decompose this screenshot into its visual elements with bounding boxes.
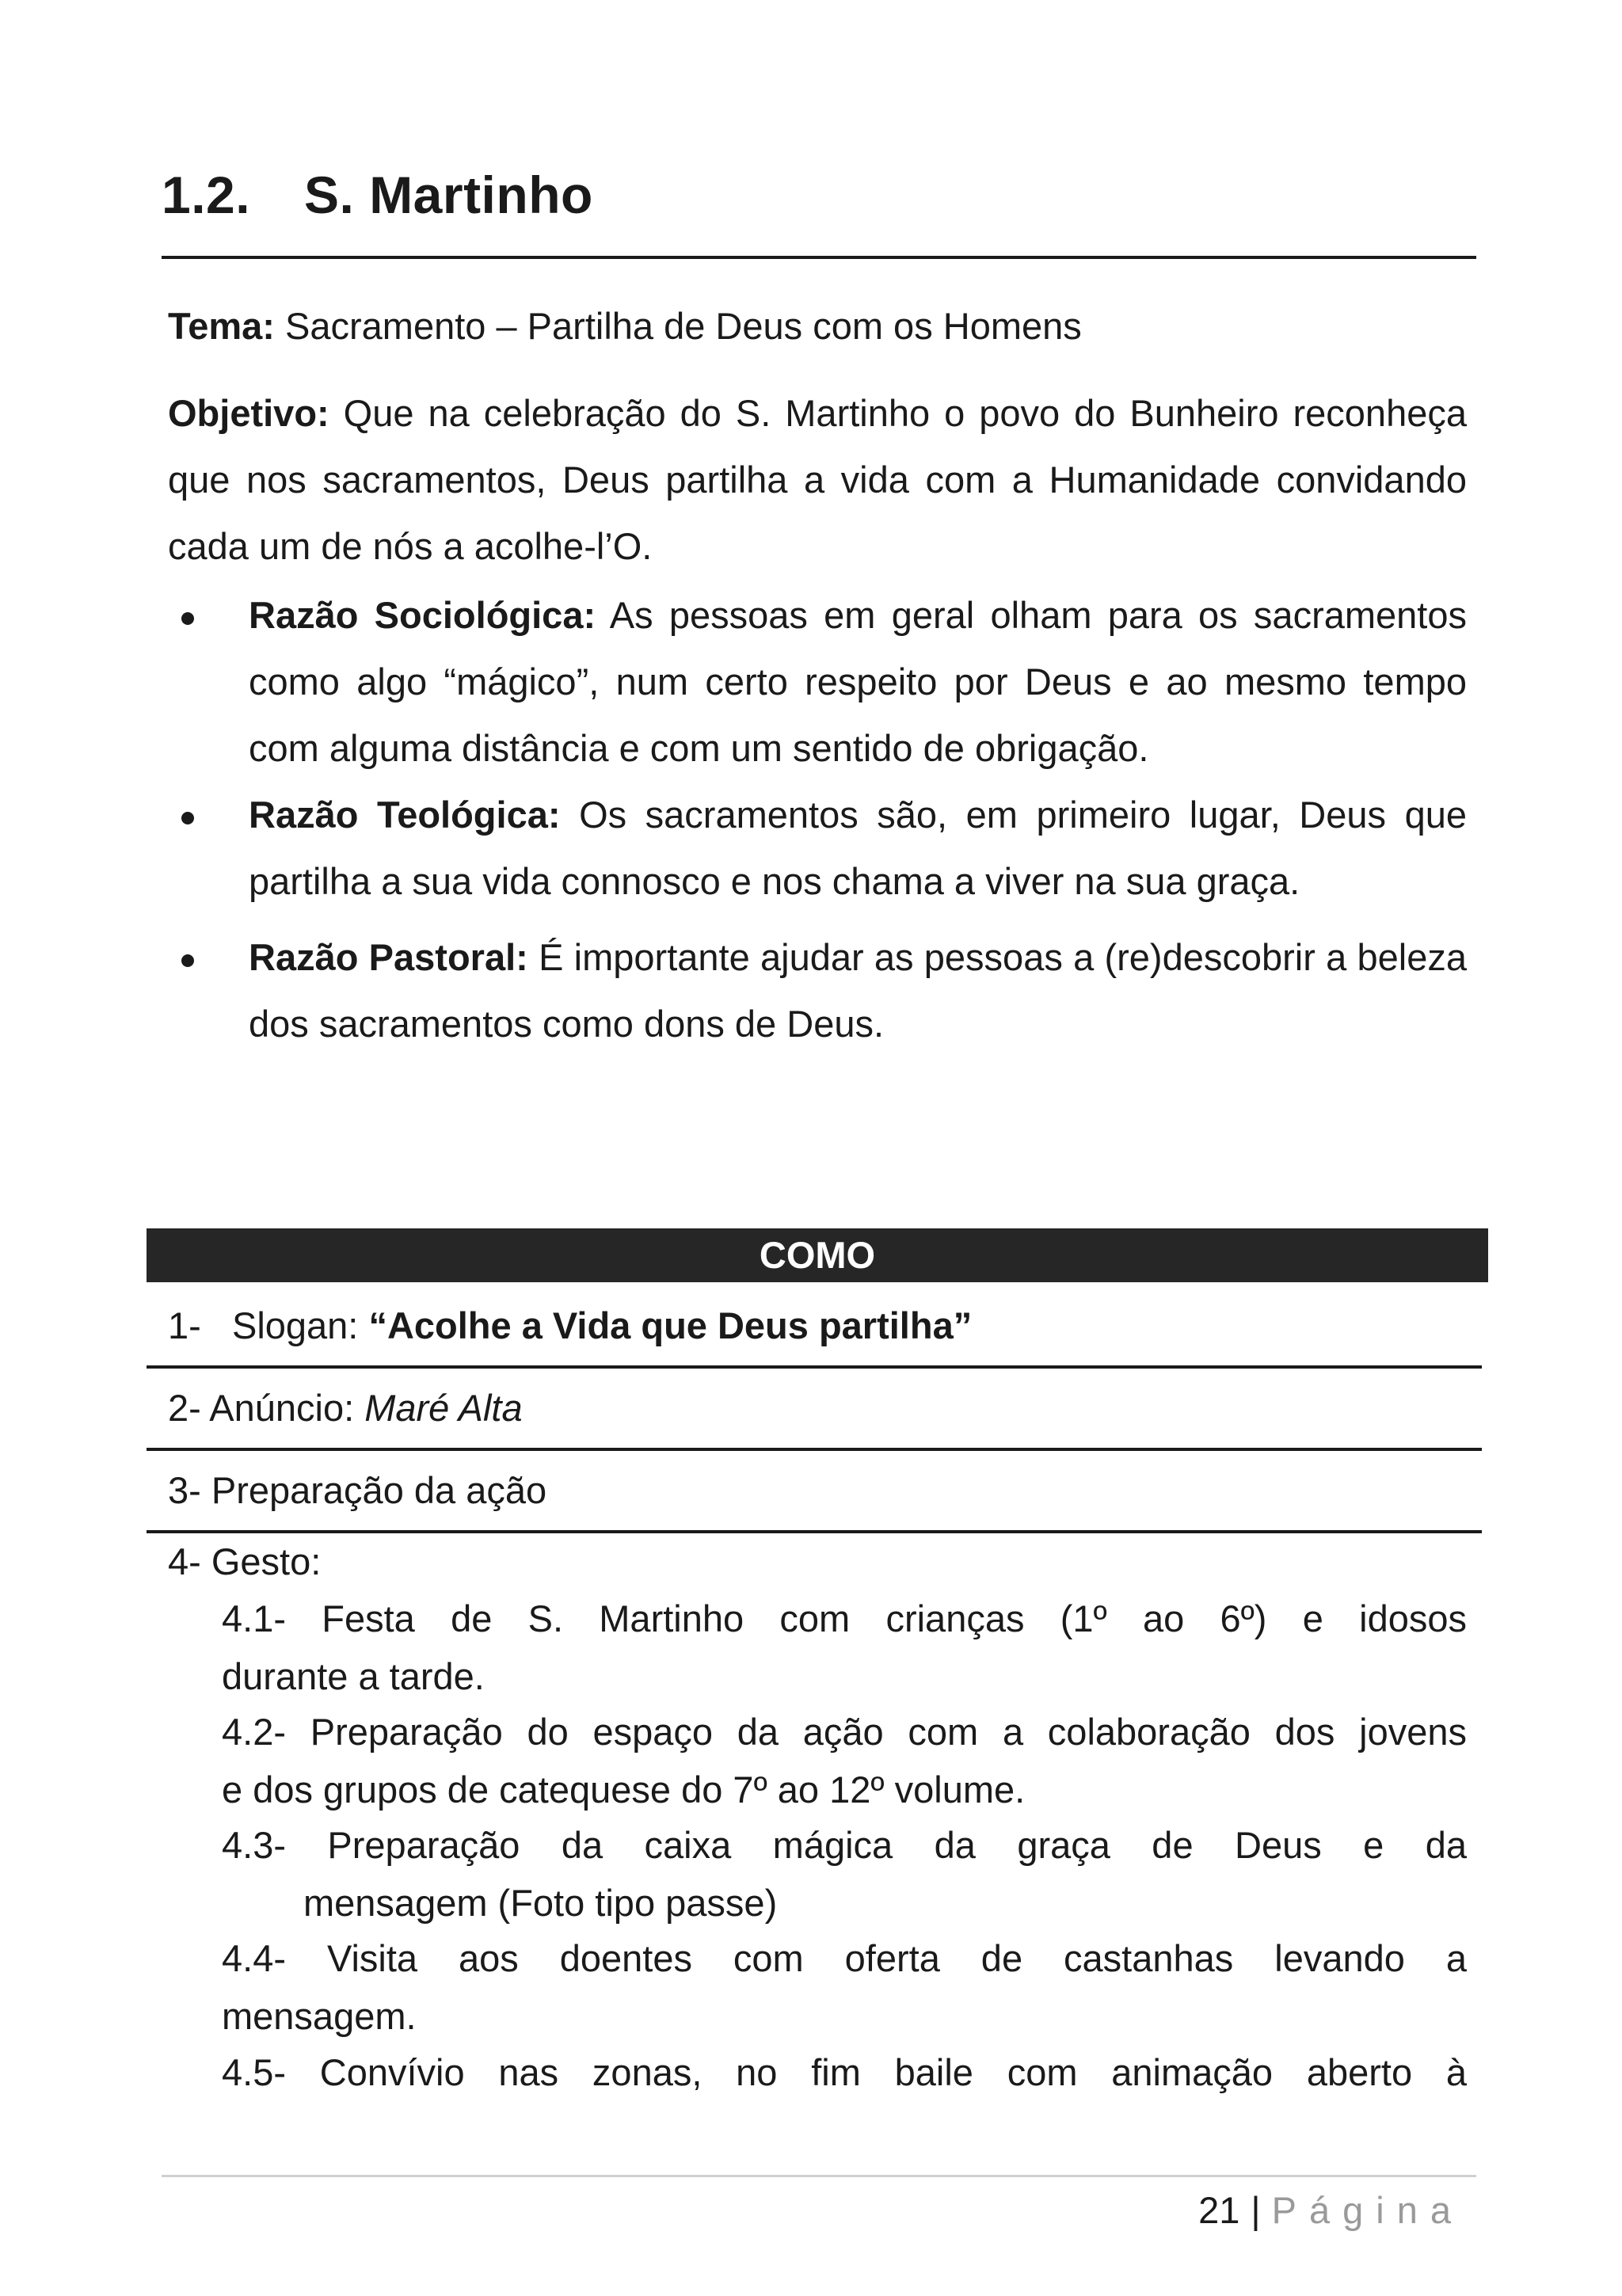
page-footer <box>1198 2183 1464 2238</box>
heading-underline <box>162 256 1476 259</box>
gesto-item-line: 4.3- Preparação da caixa mágica da graça de Deus e da <box>222 1824 1467 1866</box>
tema-paragraph <box>168 293 1467 360</box>
razao-teologica <box>168 782 1467 915</box>
gesto-item <box>222 1816 1467 1932</box>
razao-text: As pessoas em geral olham para os sacramentos como algo “mágico”, num certo respeito por Deus e ao mesmo tempo com alguma distância e com um sentido de obrigação. <box>249 594 1467 769</box>
tema-text: Sacramento – Partilha de Deus com os Homens <box>285 305 1082 347</box>
razao-text: É importante ajudar as pessoas a (re)descobrir a beleza dos sacramentos como dons de Deus. <box>249 936 1468 1045</box>
como-anuncio-row <box>168 1384 1467 1432</box>
bullet-icon <box>181 812 194 824</box>
objetivo-paragraph <box>168 380 1467 580</box>
gesto-item-line: 4.2- Preparação do espaço da ação com a colaboração dos jovens <box>222 1711 1467 1753</box>
table-divider <box>147 1448 1482 1451</box>
gesto-item-line: e dos grupos de catequese do 7º ao 12º volume. <box>222 1769 1026 1811</box>
gesto-item-line: mensagem. <box>222 1995 417 2037</box>
slogan-value: “Acolhe a Vida que Deus partilha” <box>368 1304 973 1346</box>
section-number: 1.2. <box>162 166 251 224</box>
gesto-item-line: 4.5- Convívio nas zonas, no fim baile com animação aberto à <box>222 2051 1467 2093</box>
tema-label: Tema: <box>168 305 275 347</box>
footer-divider <box>162 2175 1476 2177</box>
anuncio-prefix: 2- Anúncio: <box>168 1387 365 1429</box>
gesto-item-line: mensagem (Foto tipo passe) <box>303 1882 778 1924</box>
como-preparacao-row: 3- Preparação da ação <box>168 1469 547 1511</box>
bullet-icon <box>181 954 194 967</box>
slogan-prefix: 1- Slogan: <box>168 1304 369 1346</box>
table-divider <box>147 1365 1482 1369</box>
gesto-item-line: durante a tarde. <box>222 1655 485 1697</box>
page-word: Página <box>1271 2189 1464 2231</box>
gesto-label: 4- Gesto: <box>168 1540 322 1582</box>
razao-text: Os sacramentos são, em primeiro lugar, Deus que partilha a sua vida connosco e nos chama a viver na sua graça. <box>249 794 1467 902</box>
footer-separator: | <box>1251 2189 1261 2231</box>
objetivo-label: Objetivo: <box>168 392 329 434</box>
gesto-item-line: 4.4- Visita aos doentes com oferta de castanhas levando a <box>222 1937 1467 1979</box>
como-header: COMO <box>147 1228 1488 1282</box>
gesto-item <box>222 1929 1467 2045</box>
anuncio-value: Maré Alta <box>364 1387 523 1429</box>
razao-sociologica <box>168 582 1467 782</box>
razao-pastoral <box>168 924 1467 1057</box>
page-number: 21 <box>1198 2189 1240 2231</box>
como-slogan-row <box>168 1302 1467 1350</box>
objetivo-text: Que na celebração do S. Martinho o povo do Bunheiro reconheça que nos sacramentos, Deus partilha a vida com a Humanidade convidando cada um de nós a acolhe-l’O. <box>168 392 1467 567</box>
gesto-item <box>222 2043 1467 2101</box>
gesto-item <box>222 1703 1467 1818</box>
section-heading <box>162 165 1476 225</box>
razoes-list <box>168 582 1467 1057</box>
gesto-item-line: 4.1- Festa de S. Martinho com crianças (1º ao 6º) e idosos <box>222 1597 1467 1639</box>
bullet-icon <box>181 612 194 625</box>
razao-label: Razão Sociológica: <box>249 594 596 636</box>
razao-label: Razão Pastoral: <box>249 936 528 978</box>
table-divider <box>147 1530 1482 1533</box>
section-title: S. Martinho <box>304 166 593 224</box>
gesto-item <box>222 1590 1467 1705</box>
razao-label: Razão Teológica: <box>249 794 561 836</box>
